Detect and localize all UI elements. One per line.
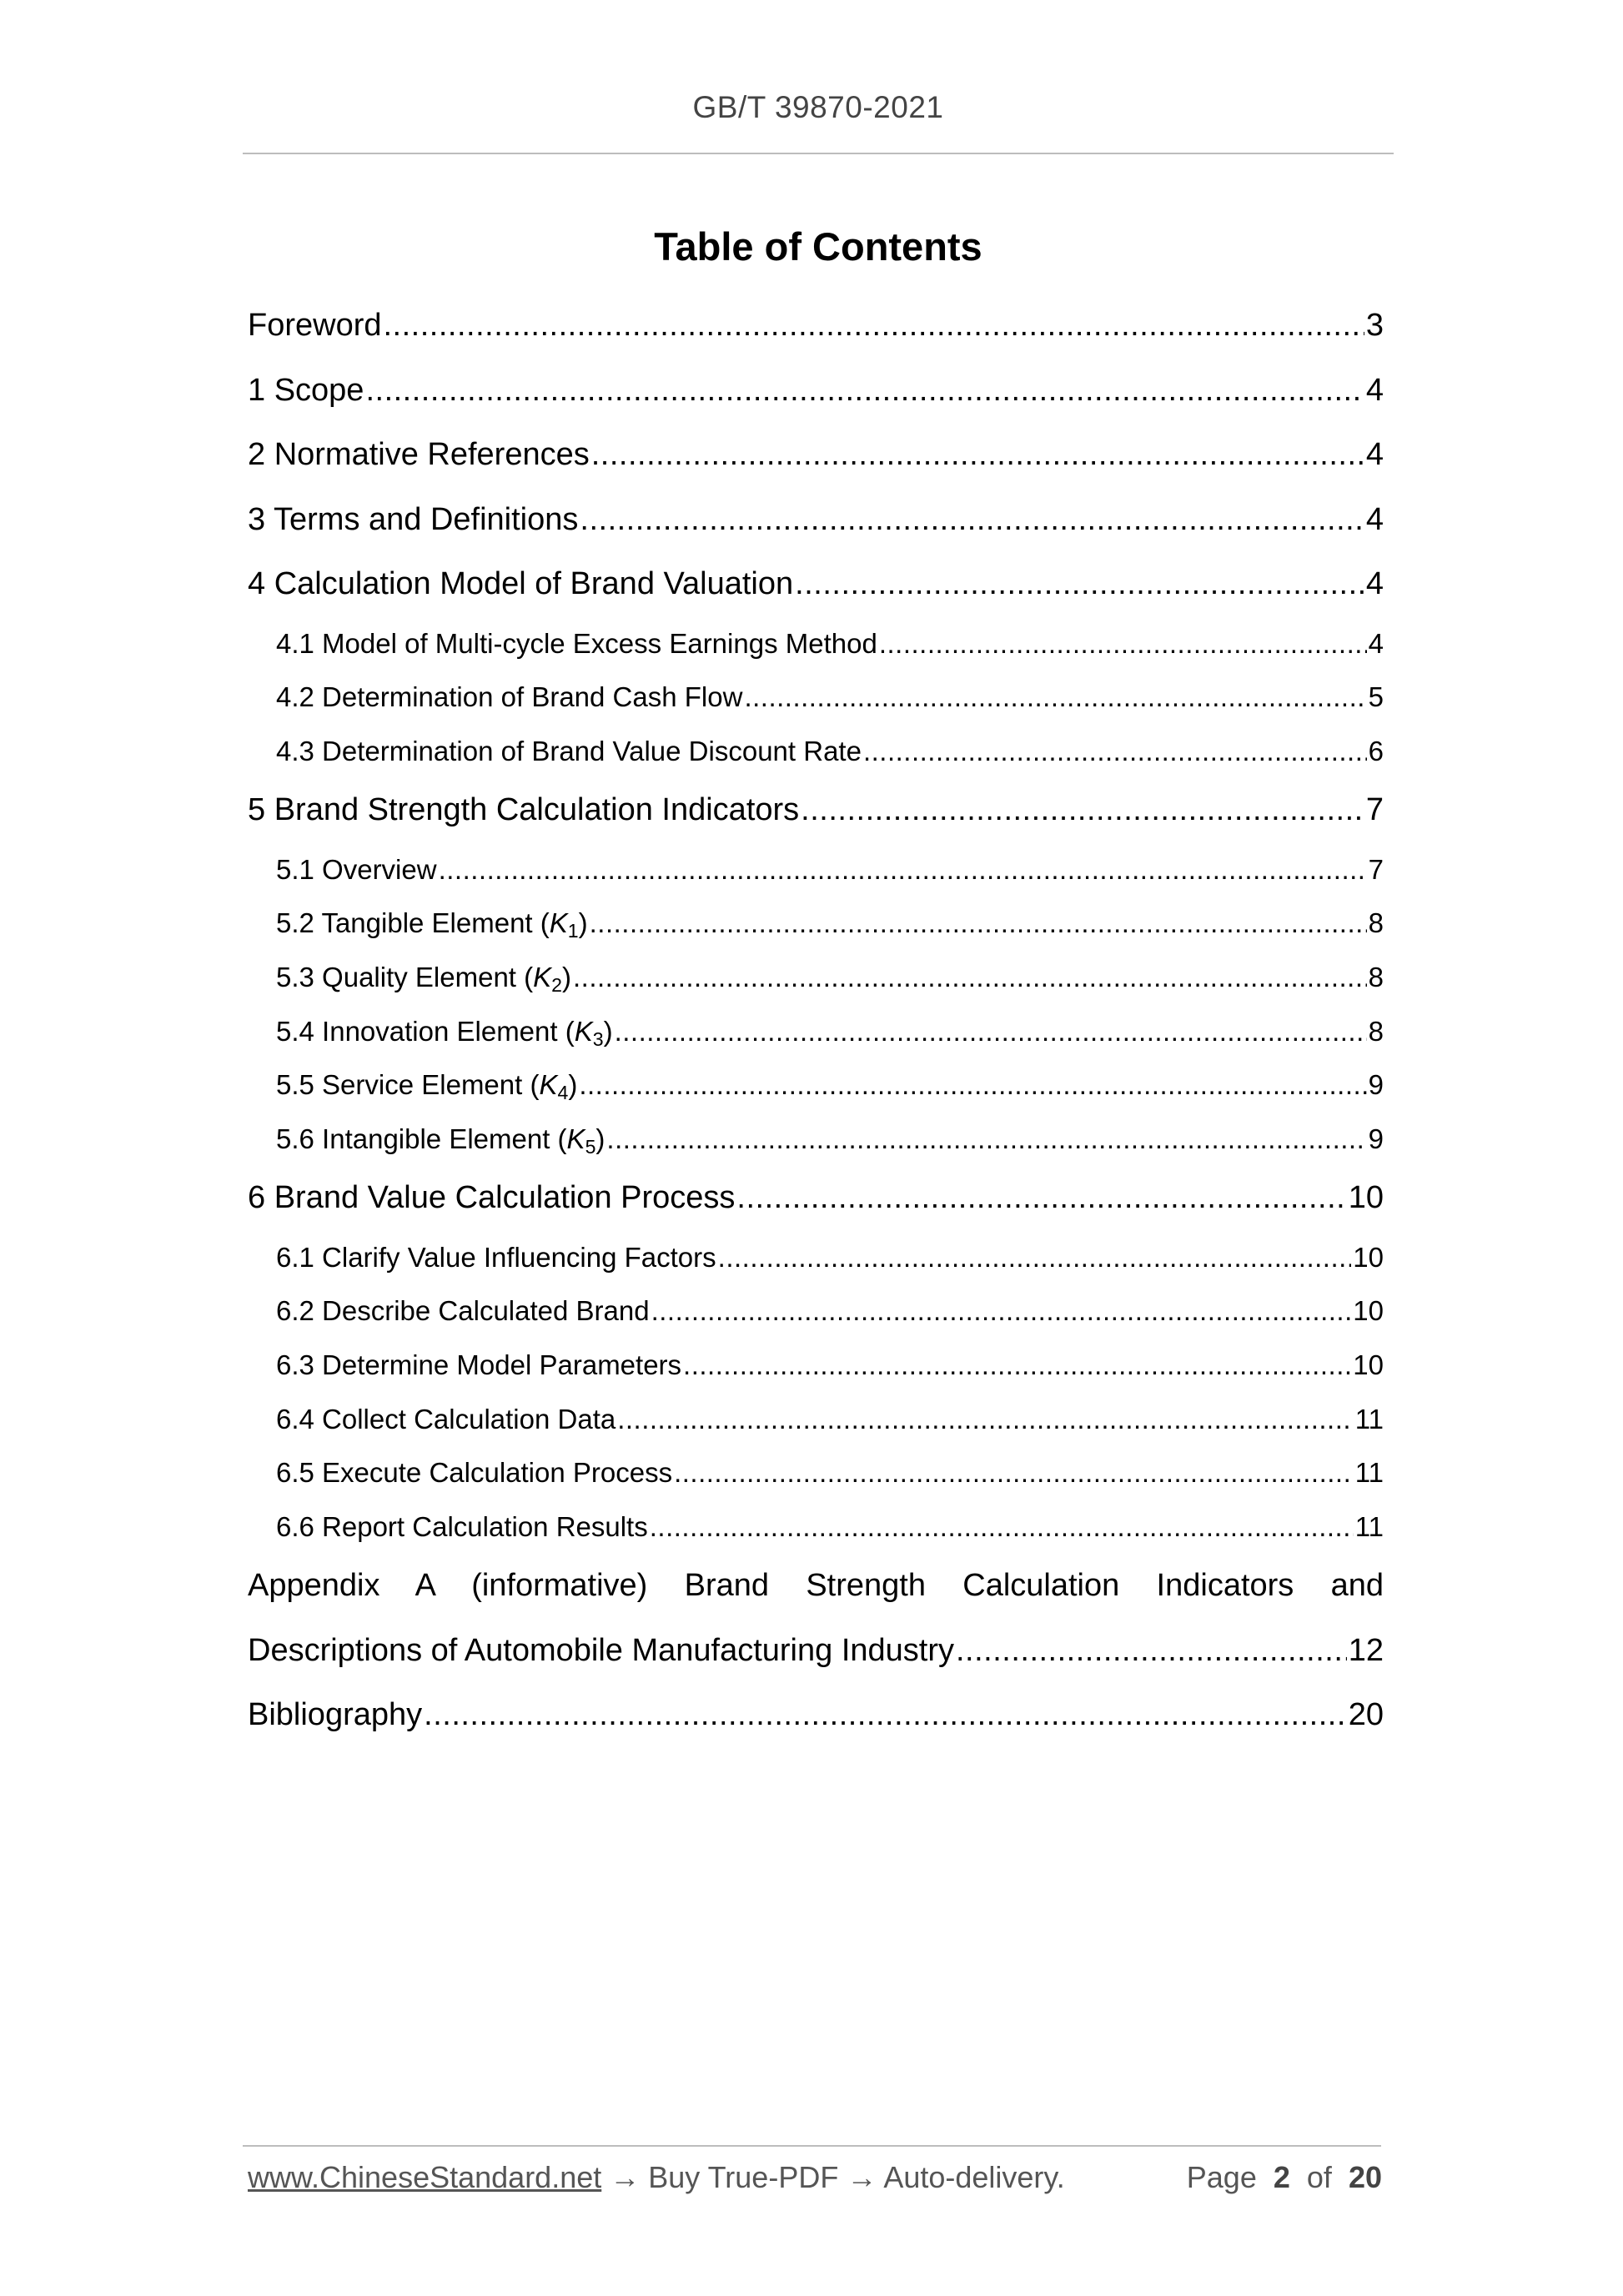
toc-dot-leader — [606, 1113, 1366, 1167]
toc-label: 5.4 Innovation Element $(K_3)$ — [276, 1015, 613, 1050]
toc-label-line1: Appendix A (informative) Brand Strength Calculation Indicators and — [248, 1568, 1384, 1604]
toc-page-number: 9 — [1368, 1123, 1384, 1154]
total-pages: 20 — [1348, 2160, 1382, 2194]
toc-page-number: 12 — [1348, 1632, 1384, 1668]
toc-entry-6-3[interactable] — [248, 1339, 1384, 1393]
toc-entry-5-3[interactable] — [248, 951, 1384, 1005]
footer-promo — [248, 2160, 1065, 2195]
toc-page-number: 3 — [1365, 308, 1384, 343]
toc-entry-scope[interactable] — [248, 359, 1384, 424]
toc-page-number: 4 — [1365, 437, 1384, 472]
toc-entry-6-6[interactable] — [248, 1500, 1384, 1555]
page-indicator: Page 2 of 20 — [1186, 2160, 1382, 2194]
toc-label: 5 Brand Strength Calculation Indicators — [248, 792, 800, 828]
toc-label: 5.3 Quality Element $(K_2)$ — [276, 961, 571, 996]
header-standard-code: GB/T 39870-2021 — [692, 90, 944, 124]
toc-page-number: 4 — [1365, 566, 1384, 601]
toc-dot-leader — [384, 294, 1364, 359]
toc-page-number: 8 — [1368, 907, 1384, 939]
toc-dot-leader — [683, 1339, 1351, 1393]
toc-dot-leader — [651, 1284, 1352, 1339]
toc-label: 2 Normative References — [248, 437, 590, 472]
toc-dot-leader — [650, 1500, 1354, 1555]
toc-label: Descriptions of Automobile Manufacturing Industry — [248, 1632, 954, 1668]
toc-label: 6 Brand Value Calculation Process — [248, 1180, 736, 1216]
toc-entry-4-1[interactable] — [248, 617, 1384, 671]
toc-entry-foreword[interactable] — [248, 294, 1384, 359]
toc-label: 6.6 Report Calculation Results — [276, 1510, 648, 1542]
footer — [248, 2160, 1382, 2195]
toc-label: 4 Calculation Model of Brand Valuation — [248, 566, 794, 601]
toc-label: 6.1 Clarify Value Influencing Factors — [276, 1241, 716, 1273]
toc-page-number: 11 — [1354, 1510, 1384, 1542]
toc-label: 1 Scope — [248, 372, 364, 408]
toc-entry-brand-strength-indicators[interactable] — [248, 778, 1384, 843]
toc-label: 5.2 Tangible Element $(K_1)$ — [276, 907, 588, 942]
toc-entry-5-5[interactable] — [248, 1058, 1384, 1113]
footer-divider — [243, 2145, 1381, 2147]
toc-entry-6-1[interactable] — [248, 1231, 1384, 1285]
toc-entry-appendix-a[interactable] — [248, 1554, 1384, 1683]
toc-dot-leader — [617, 1393, 1354, 1447]
toc-label: 5.1 Overview — [276, 853, 437, 885]
toc-page-number: 8 — [1368, 1015, 1384, 1047]
header-divider — [243, 153, 1394, 154]
toc-dot-leader — [365, 359, 1364, 424]
toc-dot-leader — [579, 1058, 1366, 1113]
toc-dot-leader — [424, 1683, 1347, 1748]
toc-dot-leader — [590, 897, 1367, 951]
toc-label: 4.1 Model of Multi-cycle Excess Earnings Method — [276, 627, 877, 659]
toc-entry-normative-references[interactable] — [248, 423, 1384, 488]
toc-label: 5.5 Service Element $(K_4)$ — [276, 1069, 578, 1103]
toc-entry-6-5[interactable] — [248, 1446, 1384, 1500]
toc-entry-6-4[interactable] — [248, 1393, 1384, 1447]
toc-label: 4.3 Determination of Brand Value Discount Rate — [276, 735, 862, 766]
toc-label: 5.6 Intangible Element $(K_5)$ — [276, 1123, 605, 1158]
toc-label: 6.2 Describe Calculated Brand — [276, 1295, 650, 1327]
toc-dot-leader — [674, 1446, 1354, 1500]
toc-page-number: 4 — [1365, 501, 1384, 537]
toc-label: Bibliography — [248, 1697, 423, 1733]
toc-dot-leader — [863, 725, 1367, 779]
toc-label: 6.5 Execute Calculation Process — [276, 1457, 673, 1489]
toc-dot-leader — [744, 671, 1366, 725]
toc-entry-4-3[interactable] — [248, 725, 1384, 779]
toc-dot-leader — [736, 1166, 1346, 1231]
page-title: Table of Contents — [654, 224, 982, 269]
toc-page-number: 10 — [1353, 1349, 1384, 1381]
table-of-contents — [248, 294, 1384, 1748]
toc-dot-leader — [580, 488, 1364, 553]
toc-page-number: 10 — [1353, 1241, 1384, 1273]
toc-dot-leader — [615, 1005, 1367, 1059]
toc-entry-5-1[interactable] — [248, 843, 1384, 897]
current-page: 2 — [1273, 2160, 1290, 2194]
toc-page-number: 7 — [1365, 792, 1384, 828]
footer-tagline: → Buy True-PDF → Auto-delivery. — [601, 2160, 1065, 2194]
toc-dot-leader — [795, 552, 1364, 617]
toc-page-number: 11 — [1354, 1457, 1384, 1489]
toc-page-number: 11 — [1354, 1403, 1384, 1434]
toc-page-number: 20 — [1348, 1697, 1384, 1733]
toc-page-number: 10 — [1353, 1295, 1384, 1327]
toc-label: 3 Terms and Definitions — [248, 501, 579, 537]
toc-entry-brand-value-process[interactable] — [248, 1166, 1384, 1231]
toc-dot-leader — [591, 423, 1364, 488]
toc-dot-leader — [573, 951, 1367, 1005]
toc-dot-leader — [439, 843, 1367, 897]
toc-label: 6.4 Collect Calculation Data — [276, 1403, 616, 1434]
toc-entry-calculation-model[interactable] — [248, 552, 1384, 617]
toc-entry-4-2[interactable] — [248, 671, 1384, 725]
toc-label: Foreword — [248, 308, 382, 343]
toc-page-number: 6 — [1368, 735, 1384, 766]
toc-label: 4.2 Determination of Brand Cash Flow — [276, 681, 743, 713]
toc-dot-leader — [801, 778, 1364, 843]
toc-page-number: 5 — [1368, 681, 1384, 713]
toc-page-number: 7 — [1368, 853, 1384, 885]
toc-dot-leader — [718, 1231, 1352, 1285]
toc-entry-6-2[interactable] — [248, 1284, 1384, 1339]
site-link[interactable]: www.ChineseStandard.net — [248, 2160, 602, 2194]
toc-page-number: 8 — [1368, 961, 1384, 992]
toc-entry-bibliography[interactable] — [248, 1683, 1384, 1748]
toc-entry-5-4[interactable] — [248, 1005, 1384, 1059]
toc-label-line2 — [248, 1619, 1384, 1684]
toc-page-number: 4 — [1365, 372, 1384, 408]
toc-page-number: 10 — [1348, 1180, 1384, 1216]
toc-entry-5-6[interactable] — [248, 1113, 1384, 1167]
toc-dot-leader — [879, 617, 1367, 671]
toc-dot-leader — [956, 1619, 1347, 1684]
toc-page-number: 4 — [1368, 627, 1384, 659]
toc-label: 6.3 Determine Model Parameters — [276, 1349, 682, 1381]
toc-entry-terms-definitions[interactable] — [248, 488, 1384, 553]
toc-entry-5-2[interactable] — [248, 897, 1384, 951]
toc-page-number: 9 — [1368, 1069, 1384, 1101]
